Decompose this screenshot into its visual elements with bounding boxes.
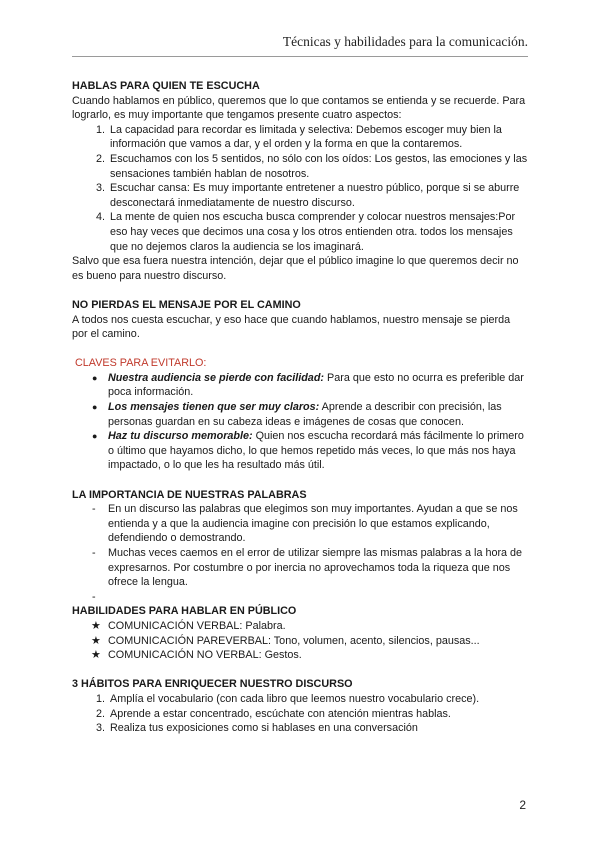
list-item [108,371,528,400]
list-item-bold: Los mensajes tienen que ser muy claros: [108,401,320,414]
list-item-text: Para que esto no ocurra es preferible dar poca información. [108,371,524,399]
section-heading-hablas: HABLAS PARA QUIEN TE ESCUCHA [72,80,260,92]
section-outro: Salvo que esa fuera nuestra intención, dejar que el público imagine lo que queremos decir no es bueno para nuestro discurso. [72,255,519,282]
list-item: ★ COMUNICACIÓN VERBAL: Palabra. [108,619,528,634]
spacer [72,473,528,488]
list-item: 2. Escuchamos con los 5 sentidos, no sólo con los oídos: Los gestos, las emociones y las sensaciones también hablan de nosotros. [108,152,528,181]
habilidades-list [72,619,528,663]
page-number: 2 [519,798,526,812]
list-item-text: Quien nos escucha recordará más fácilmente lo primero o último que hayamos dicho, lo que hemos repetido más veces, lo que más nos haya impactado, o lo que les ha resultado más útil. [108,430,524,472]
list-item: 1. Amplía el vocabulario (con cada libro que leemos nuestro vocabulario crece). [108,692,528,707]
spacer [72,663,528,678]
page-header [72,34,528,57]
section-heading-habitos: 3 HÁBITOS PARA ENRIQUECER NUESTRO DISCURSO [72,678,353,691]
list-item: - Muchas veces caemos en el error de utilizar siempre las mismas palabras a la hora de expresarnos. Por costumbre o por inercia no aprovechamos toda la riqueza que nos ofrece la lengua. [108,546,528,590]
list-item-bold: Haz tu discurso memorable: [108,430,253,443]
header-title: Técnicas y habilidades para la comunicación. [282,34,528,49]
section-heading-palabras: LA IMPORTANCIA DE NUESTRAS PALABRAS [72,488,307,501]
list-item: 1. La capacidad para recordar es limitada y selectiva: Debemos escoger muy bien la información que vamos a dar, y el orden y la forma en que la contaremos. [108,123,528,152]
list-item: 3. Escuchar cansa: Es muy importante entretener a nuestro público, porque si se aburre desconectará inmediatamente de nuestro discurso. [108,181,528,210]
list-item-text: Aprende a describir con precisión, las personas guardan en su cabeza ideas e imágenes de cosas que conocen. [108,401,502,428]
claves-label: CLAVES PARA EVITARLO: [75,357,207,370]
document-body [72,79,528,736]
list-item-bold: Nuestra audiencia se pierde con facilidad: [108,371,325,384]
habitos-list [72,692,528,736]
list-item [108,429,528,473]
spacer [72,342,528,357]
section-intro: Cuando hablamos en público, queremos que lo que contamos se entienda y se recuerde. Para lograrlo, es muy importante que tengamos presente cuatro aspectos: [72,94,526,122]
list-item: ★ COMUNICACIÓN NO VERBAL: Gestos. [108,648,528,663]
palabras-list [72,502,528,604]
list-item [108,400,528,429]
list-item: ★ COMUNICACIÓN PAREVERBAL: Tono, volumen, acento, silencios, pausas... [108,634,528,649]
list-item: 4. La mente de quien nos escucha busca comprender y colocar nuestros mensajes:Por eso hay veces que decimos una cosa y los otros entienden otra. todos los mensajes que no dejemos claros la audiencia se los imaginará. [108,210,528,254]
section-heading-habilidades: HABILIDADES PARA HABLAR EN PÚBLICO [72,605,297,618]
aspects-list [72,123,528,254]
section-text: A todos nos cuesta escuchar, y eso hace que cuando hablamos, nuestro mensaje se pierda por el camino. [72,313,511,341]
list-item: 3. Realiza tus exposiciones como si hablases en una conversación [108,721,528,736]
section-heading-mensaje: NO PIERDAS EL MENSAJE POR EL CAMINO [72,298,301,311]
list-item: - En un discurso las palabras que elegimos son muy importantes. Ayudan a que se nos entienda y a que la audiencia imagine con precisión lo que estamos explicando, defendiendo o demostrando. [108,502,528,546]
spacer [72,283,528,298]
list-item [108,590,528,605]
claves-list [72,371,528,473]
list-item: 2. Aprende a estar concentrado, escúchate con atención mientras hablas. [108,707,528,722]
